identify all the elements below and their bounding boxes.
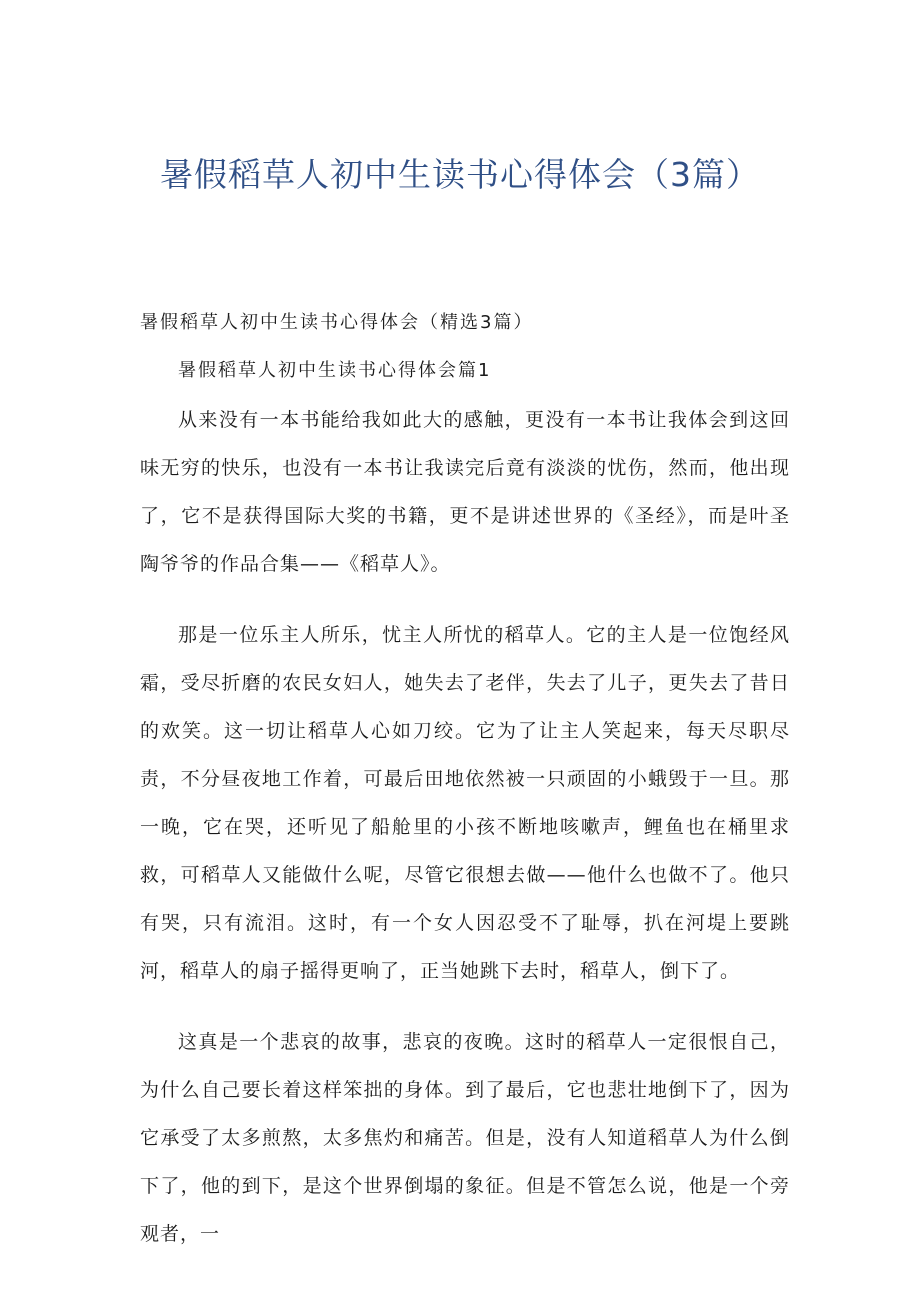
- section-heading: 暑假稻草人初中生读书心得体会篇1: [178, 360, 492, 381]
- paragraph-2: 那是一位乐主人所乐，忧主人所忧的稻草人。它的主人是一位饱经风霜，受尽折磨的农民女妇人，她失去了老伴，失去了儿子，更失去了昔日的欢笑。这一切让稻草人心如刀绞。它为了让主人笑起来，每天尽职尽责，不分昼夜地工作着，可最后田地依然被一只顽固的小蛾毁于一旦。那一晚，它在哭，还听见了船舱里的小孩不断地咳嗽声，鲤鱼也在桶里求救，可稻草人又能做什么呢，尽管它很想去做——他什么也做不了。他只有哭，只有流泪。这时，有一个女人因忍受不了耻辱，扒在河堤上要跳河，稻草人的扇子摇得更响了，正当她跳下去时，稻草人，倒下了。: [140, 624, 790, 982]
- paragraph-3: 这真是一个悲哀的故事，悲哀的夜晚。这时的稻草人一定很恨自己，为什么自己要长着这样笨拙的身体。到了最后，它也悲壮地倒下了，因为它承受了太多煎熬，太多焦灼和痛苦。但是，没有人知道稻草人为什么倒下了，他的到下，是这个世界倒塌的象征。但是不管怎么说，他是一个旁观者，一: [140, 1031, 790, 1245]
- document-title: 暑假稻草人初中生读书心得体会（3篇）: [160, 155, 760, 194]
- body-text: [140, 396, 790, 1281]
- paragraph-1: 从来没有一本书能给我如此大的感触，更没有一本书让我体会到这回味无穷的快乐，也没有一本书让我读完后竟有淡淡的忧伤，然而，他出现了，它不是获得国际大奖的书籍，更不是讲述世界的《圣经》，而是叶圣陶爷爷的作品合集——《稻草人》。: [140, 409, 790, 575]
- document-subtitle: 暑假稻草人初中生读书心得体会（精选3篇）: [140, 312, 534, 333]
